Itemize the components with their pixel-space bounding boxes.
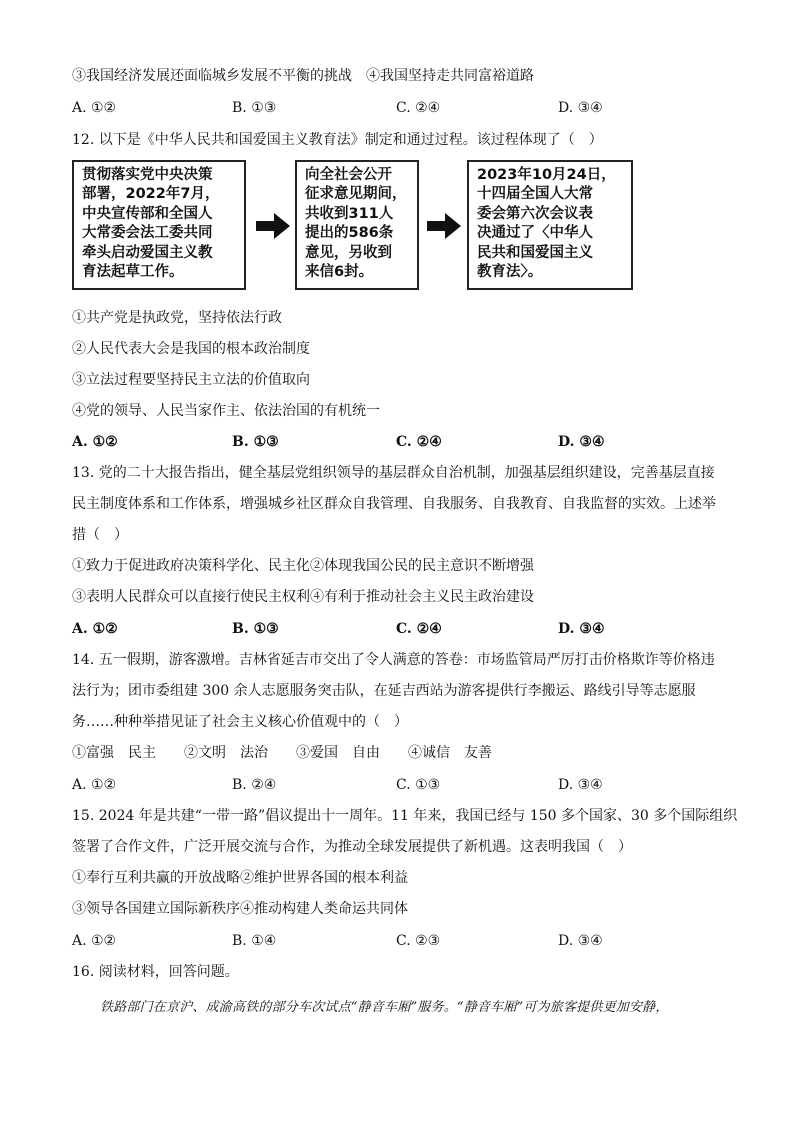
q15-statements-1: ①奉行互利共赢的开放战略②维护世界各国的根本利益 xyxy=(72,870,408,886)
q14-option-a[interactable]: A. ①② xyxy=(72,777,117,793)
q16-material: 铁路部门在京沪、成渝高铁的部分车次试点“静音车厢”服务。“静音车厢”可为旅客提供更加安静， xyxy=(100,1000,669,1015)
q12-stem: 12. 以下是《中华人民共和国爱国主义教育法》制定和通过过程。该过程体现了（ ） xyxy=(72,132,603,148)
q15-statements-2: ③领导各国建立国际新秩序④推动构建人类命运共同体 xyxy=(72,901,408,917)
q11-option-c[interactable]: C. ②④ xyxy=(396,100,441,116)
q12-statement-2: ②人民代表大会是我国的根本政治制度 xyxy=(72,341,310,357)
q15-option-a[interactable]: A. ①② xyxy=(72,933,117,949)
q14-option-c[interactable]: C. ①③ xyxy=(396,777,441,793)
q13-option-a[interactable]: A. ①② xyxy=(72,621,118,637)
q15-stem-line-2: 签署了合作文件，广泛开展交流与合作，为推动全球发展提供了新机遇。这表明我国（ ） xyxy=(72,839,632,855)
q13-option-d[interactable]: D. ③④ xyxy=(558,621,605,637)
q15-stem-line-1: 15. 2024 年是共建“一带一路”倡议提出十一周年。11 年来，我国已经与 150 多个国家、30 多个国际组织 xyxy=(72,808,738,824)
right-arrow-icon xyxy=(256,213,290,239)
q12-option-c[interactable]: C. ②④ xyxy=(396,434,442,450)
q13-stem-line-1: 13. 党的二十大报告指出，健全基层党组织领导的基层群众自治机制，加强基层组织建设，完善基层直接 xyxy=(72,465,715,481)
flow-box-consultation: 向全社会公开 征求意见期间， 共收到311人 提出的586条 意见，另收到 来信6封。 xyxy=(295,160,419,290)
q14-option-b[interactable]: B. ②④ xyxy=(232,777,277,793)
q11-option-a[interactable]: A. ①② xyxy=(72,100,117,116)
q13-statements-1: ①致力于促进政府决策科学化、民主化②体现我国公民的民主意识不断增强 xyxy=(72,558,534,574)
q14-stem-line-1: 14. 五一假期，游客激增。吉林省延吉市交出了令人满意的答卷：市场监管局严厉打击价格欺诈等价格违 xyxy=(72,652,715,668)
q13-statements-2: ③表明人民群众可以直接行使民主权利④有利于推动社会主义民主政治建设 xyxy=(72,589,534,605)
right-arrow-icon xyxy=(427,213,461,239)
q11-statements: ③我国经济发展还面临城乡发展不平衡的挑战 ④我国坚持走共同富裕道路 xyxy=(72,68,534,84)
q12-option-b[interactable]: B. ①③ xyxy=(232,434,279,450)
q16-stem: 16. 阅读材料，回答问题。 xyxy=(72,964,239,980)
q15-option-b[interactable]: B. ①④ xyxy=(232,933,277,949)
q15-option-c[interactable]: C. ②③ xyxy=(396,933,441,949)
q13-stem-line-2: 民主制度体系和工作体系，增强城乡社区群众自我管理、自我服务、自我教育、自我监督的实效。上述举 xyxy=(72,496,716,512)
q12-statement-4: ④党的领导、人民当家作主、依法治国的有机统一 xyxy=(72,403,380,419)
flow-box-adoption: 2023年10月24日， 十四届全国人大常 委会第六次会议表 决通过了〈中华人 民共和国爱国主义 教育法〉。 xyxy=(467,160,633,290)
q12-option-d[interactable]: D. ③④ xyxy=(558,434,605,450)
q13-option-b[interactable]: B. ①③ xyxy=(232,621,279,637)
q11-option-b[interactable]: B. ①③ xyxy=(232,100,277,116)
q13-stem-line-3: 措（ ） xyxy=(72,527,128,543)
q12-statement-1: ①共产党是执政党，坚持依法行政 xyxy=(72,310,282,326)
q14-stem-line-2: 法行为；团市委组建 300 余人志愿服务突击队，在延吉西站为游客提供行李搬运、路线引导等志愿服 xyxy=(72,683,696,699)
q12-option-a[interactable]: A. ①② xyxy=(72,434,118,450)
q11-option-d[interactable]: D. ③④ xyxy=(558,100,603,116)
q14-stem-line-3: 务……种种举措见证了社会主义核心价值观中的（ ） xyxy=(72,714,408,730)
q13-option-c[interactable]: C. ②④ xyxy=(396,621,442,637)
q14-statements: ①富强 民主 ②文明 法治 ③爱国 自由 ④诚信 友善 xyxy=(72,745,492,761)
flow-box-drafting: 贯彻落实党中央决策 部署，2022年7月， 中央宣传部和全国人 大常委会法工委共同 牵头启动爱国主义教 育法起草工作。 xyxy=(72,160,246,290)
q15-option-d[interactable]: D. ③④ xyxy=(558,933,603,949)
q14-option-d[interactable]: D. ③④ xyxy=(558,777,603,793)
q12-statement-3: ③立法过程要坚持民主立法的价值取向 xyxy=(72,372,310,388)
